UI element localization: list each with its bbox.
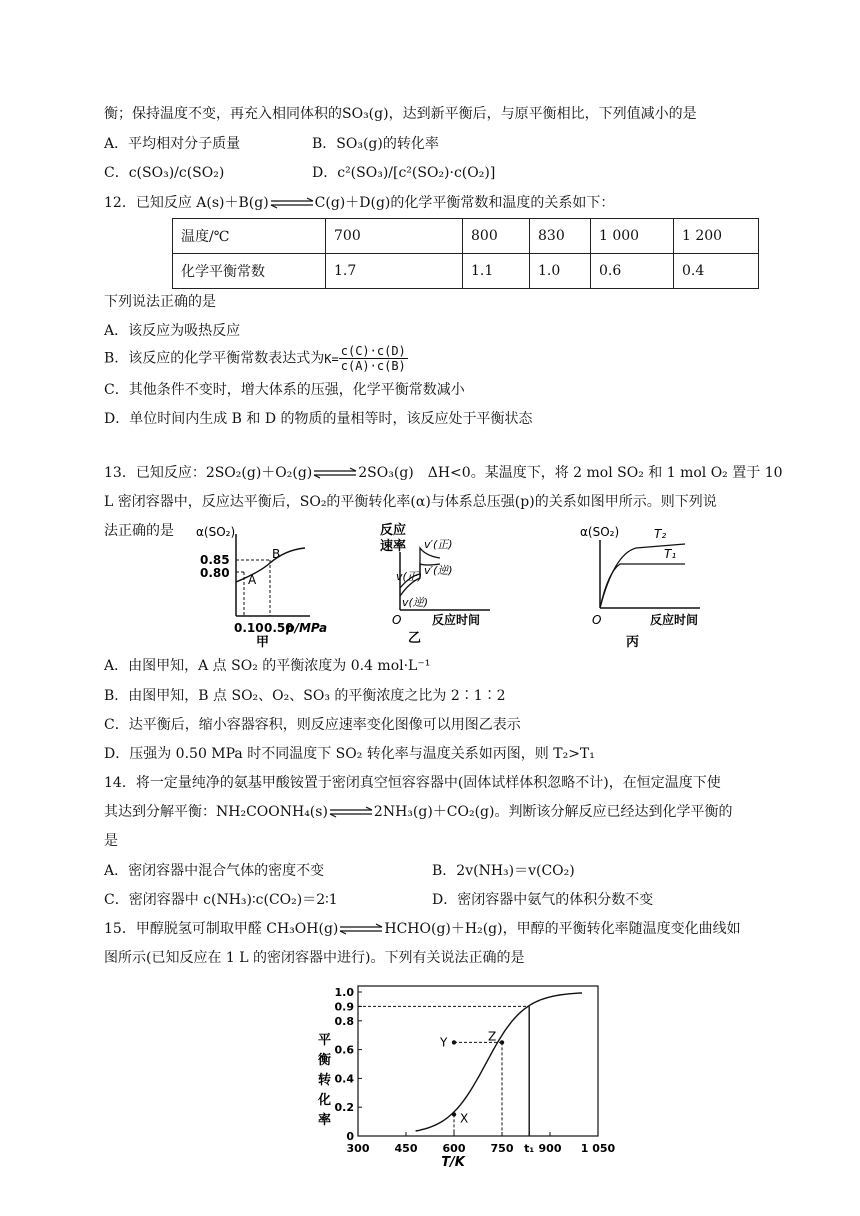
table-cell: 1 200 <box>674 219 759 254</box>
chart-ylabel-char: 化 <box>318 1093 332 1108</box>
bing-origin: O <box>592 613 602 627</box>
q14-stem-3: 是 <box>104 833 118 849</box>
q13-stem-a: 13．已知反应：2SO₂(g)＋O₂(g) <box>104 465 313 481</box>
yi-v-zheng-prime: v′(正) <box>424 538 453 551</box>
chart-point-y <box>452 1040 456 1044</box>
q13-option-a: A．由图甲知，A 点 SO₂ 的平衡浓度为 0.4 mol·L⁻¹ <box>104 658 431 674</box>
chart-ylabel-char: 转 <box>318 1073 332 1088</box>
table-cell: 温度/℃ <box>173 219 326 254</box>
q13-option-b: B．由图甲知，B 点 SO₂、O₂、SO₃ 的平衡浓度之比为 2∶1∶2 <box>104 688 506 704</box>
conversion-rate-chart <box>310 978 620 1168</box>
chart-y-tick-label: 0.8 <box>334 1014 354 1028</box>
q14-stem-2 <box>104 802 732 822</box>
q11-option-d: D．c²(SO₃)/[c²(SO₂)·c(O₂)] <box>312 165 496 181</box>
q15-stem-1 <box>104 919 741 939</box>
table-cell: 1.7 <box>326 254 463 289</box>
q14-stem-1: 14．将一定量纯净的氨基甲酸铵置于密闭真空恒容容器中(固体试样体积忽略不计)，在恒定温度下使 <box>104 775 721 791</box>
yi-origin: O <box>392 613 402 627</box>
bing-t1-label: T₁ <box>664 547 677 561</box>
chart-frame <box>358 986 598 1136</box>
table-cell: 1.1 <box>463 254 530 289</box>
yi-ylabel-1: 反应 <box>380 523 407 538</box>
chart-x-tick-label: 450 <box>394 1142 418 1155</box>
bing-xlabel: 反应时间 <box>650 613 699 627</box>
bing-caption: 丙 <box>626 635 640 650</box>
table-cell: 1 000 <box>591 219 674 254</box>
chart-x-tick-label: 750 <box>490 1142 514 1155</box>
chart-x-tick-label: 900 <box>538 1142 562 1155</box>
figure-jia <box>160 520 340 650</box>
q11-option-b: B．SO₃(g)的转化率 <box>312 136 439 152</box>
chart-y-tick-label: 0.2 <box>334 1101 354 1115</box>
chart-point-label-x: X <box>460 1111 469 1126</box>
table-row <box>173 254 759 289</box>
chart-y-tick-label: 0.9 <box>334 1000 354 1014</box>
k-expression <box>324 352 338 366</box>
q11-option-a: A．平均相对分子质量 <box>104 136 241 152</box>
q15-stem-2: 图所示(已知反应在 1 L 的密闭容器中进行)。下列有关说法正确的是 <box>104 950 525 966</box>
chart-y-tick-label: 0.6 <box>334 1043 354 1057</box>
yi-xlabel: 反应时间 <box>432 613 481 627</box>
chart-point-z <box>500 1040 504 1044</box>
yi-v-ni-prime: v′(逆) <box>424 564 453 577</box>
q12-prompt: 下列说法正确的是 <box>104 294 216 310</box>
chart-series-line <box>416 993 582 1131</box>
q12-stem <box>104 193 614 213</box>
jia-y1: 0.85 <box>200 553 230 567</box>
equilibrium-arrow-icon <box>338 923 384 935</box>
equilibrium-arrow-icon <box>269 197 315 209</box>
table-cell: 0.4 <box>674 254 759 289</box>
bing-ylabel: α(SO₂) <box>580 525 620 539</box>
k-denominator: c(A)·c(B) <box>340 359 406 373</box>
q12-option-a: A．该反应为吸热反应 <box>104 323 241 339</box>
jia-point-a: A <box>248 573 257 587</box>
q12-stem-b: C(g)＋D(g)的化学平衡常数和温度的关系如下： <box>314 195 615 211</box>
chart-ylabel-char: 率 <box>318 1113 332 1128</box>
k-lhs: K= <box>324 351 339 366</box>
q14-option-d: D．密闭容器中氨气的体积分数不变 <box>432 892 654 908</box>
chart-y-tick-label: 1.0 <box>334 986 354 999</box>
chart-ylabel-char: 衡 <box>318 1053 332 1068</box>
jia-y2: 0.80 <box>200 566 230 580</box>
chart-xlabel: T/K <box>441 1155 465 1168</box>
equilibrium-constant-table <box>172 218 759 289</box>
bing-t2-label: T₂ <box>654 527 667 541</box>
yi-caption: 乙 <box>408 631 422 646</box>
table-cell: 1.0 <box>530 254 591 289</box>
jia-x2: 0.50 <box>264 621 294 635</box>
chart-y-tick-label: 0.4 <box>334 1072 354 1086</box>
q14-option-b: B．2v(NH₃)＝v(CO₂) <box>432 863 575 879</box>
chart-y-tick-label: 0 <box>346 1130 354 1143</box>
chart-x-tick-label: t₁ <box>524 1142 535 1155</box>
q12-option-b-text: B．该反应的化学平衡常数表达式为 <box>104 350 325 367</box>
q11-stem-tail: 衡；保持温度不变，再充入相同体积的SO₃(g)，达到新平衡后，与原平衡相比，下列值减小的是 <box>104 106 697 122</box>
jia-point-b: B <box>272 547 281 561</box>
figure-bing <box>580 520 730 650</box>
figure-yi <box>380 516 520 650</box>
q13-stem-2: L 密闭容器中，反应达平衡后，SO₂的平衡转化率(α)与体系总压强(p)的关系如图甲所示。则下列说 <box>104 494 717 510</box>
q15-stem-1a: 15．甲醇脱氢可制取甲醛 CH₃OH(g) <box>104 921 339 937</box>
chart-x-tick-label: 600 <box>442 1142 466 1155</box>
q14-stem-2b: 2NH₃(g)＋CO₂(g)。判断该分解反应已经达到化学平衡的 <box>373 804 733 820</box>
q12-option-b <box>104 344 408 372</box>
table-cell: 0.6 <box>591 254 674 289</box>
chart-x-tick-label: 300 <box>346 1142 370 1155</box>
k-numerator: c(C)·c(D) <box>340 344 406 358</box>
q14-option-a: A．密闭容器中混合气体的密度不变 <box>104 863 325 879</box>
jia-caption: 甲 <box>256 635 270 650</box>
chart-ylabel <box>317 1032 331 1128</box>
q13-option-c: C．达平衡后，缩小容器容积，则反应速率变化图像可以用图乙表示 <box>104 717 521 733</box>
q12-stem-a: 12．已知反应 A(s)＋B(g) <box>104 195 269 211</box>
yi-v-zheng: v(正) <box>396 570 423 583</box>
chart-ylabel-char: 平 <box>318 1033 332 1048</box>
chart-point-label-z: Z <box>488 1029 497 1044</box>
table-cell: 830 <box>530 219 591 254</box>
chart-point-x <box>452 1112 456 1116</box>
chart-point-label-y: Y <box>440 1035 448 1050</box>
jia-x1: 0.10 <box>234 621 264 635</box>
jia-ylabel: α(SO₂) <box>196 525 236 539</box>
yi-ylabel-2: 速率 <box>380 539 407 554</box>
chart-x-tick-label: 1 050 <box>580 1142 616 1155</box>
q12-option-c: C．其他条件不变时，增大体系的压强，化学平衡常数减小 <box>104 382 465 398</box>
q13-stem-b: 2SO₃(g) ΔH<0。某温度下，将 2 mol SO₂ 和 1 mol O₂ 置于 10 <box>358 465 783 481</box>
table-row <box>173 219 759 254</box>
q15-stem-1b: HCHO(g)＋H₂(g)，甲醇的平衡转化率随温度变化曲线如 <box>384 921 741 937</box>
table-cell: 800 <box>463 219 530 254</box>
q13-stem-1 <box>104 463 783 483</box>
table-cell: 化学平衡常数 <box>173 254 326 289</box>
equilibrium-arrow-icon <box>312 467 358 479</box>
q14-option-c: C．密闭容器中 c(NH₃)∶c(CO₂)＝2∶1 <box>104 892 338 908</box>
k-fraction <box>339 344 408 373</box>
yi-v-ni: v(逆) <box>402 596 429 609</box>
q13-stem-3: 法正确的是 <box>104 523 174 539</box>
q11-option-c: C．c(SO₃)/c(SO₂) <box>104 165 225 181</box>
equilibrium-arrow-icon <box>328 806 374 818</box>
q13-option-d: D．压强为 0.50 MPa 时不同温度下 SO₂ 转化率与温度关系如丙图，则 T₂>T₁ <box>104 746 595 762</box>
table-cell: 700 <box>326 219 463 254</box>
jia-xlabel: p/MPa <box>286 621 328 635</box>
q14-stem-2a: 其达到分解平衡：NH₂COONH₄(s) <box>104 804 328 820</box>
q12-option-d: D．单位时间内生成 B 和 D 的物质的量相等时，该反应处于平衡状态 <box>104 411 533 427</box>
